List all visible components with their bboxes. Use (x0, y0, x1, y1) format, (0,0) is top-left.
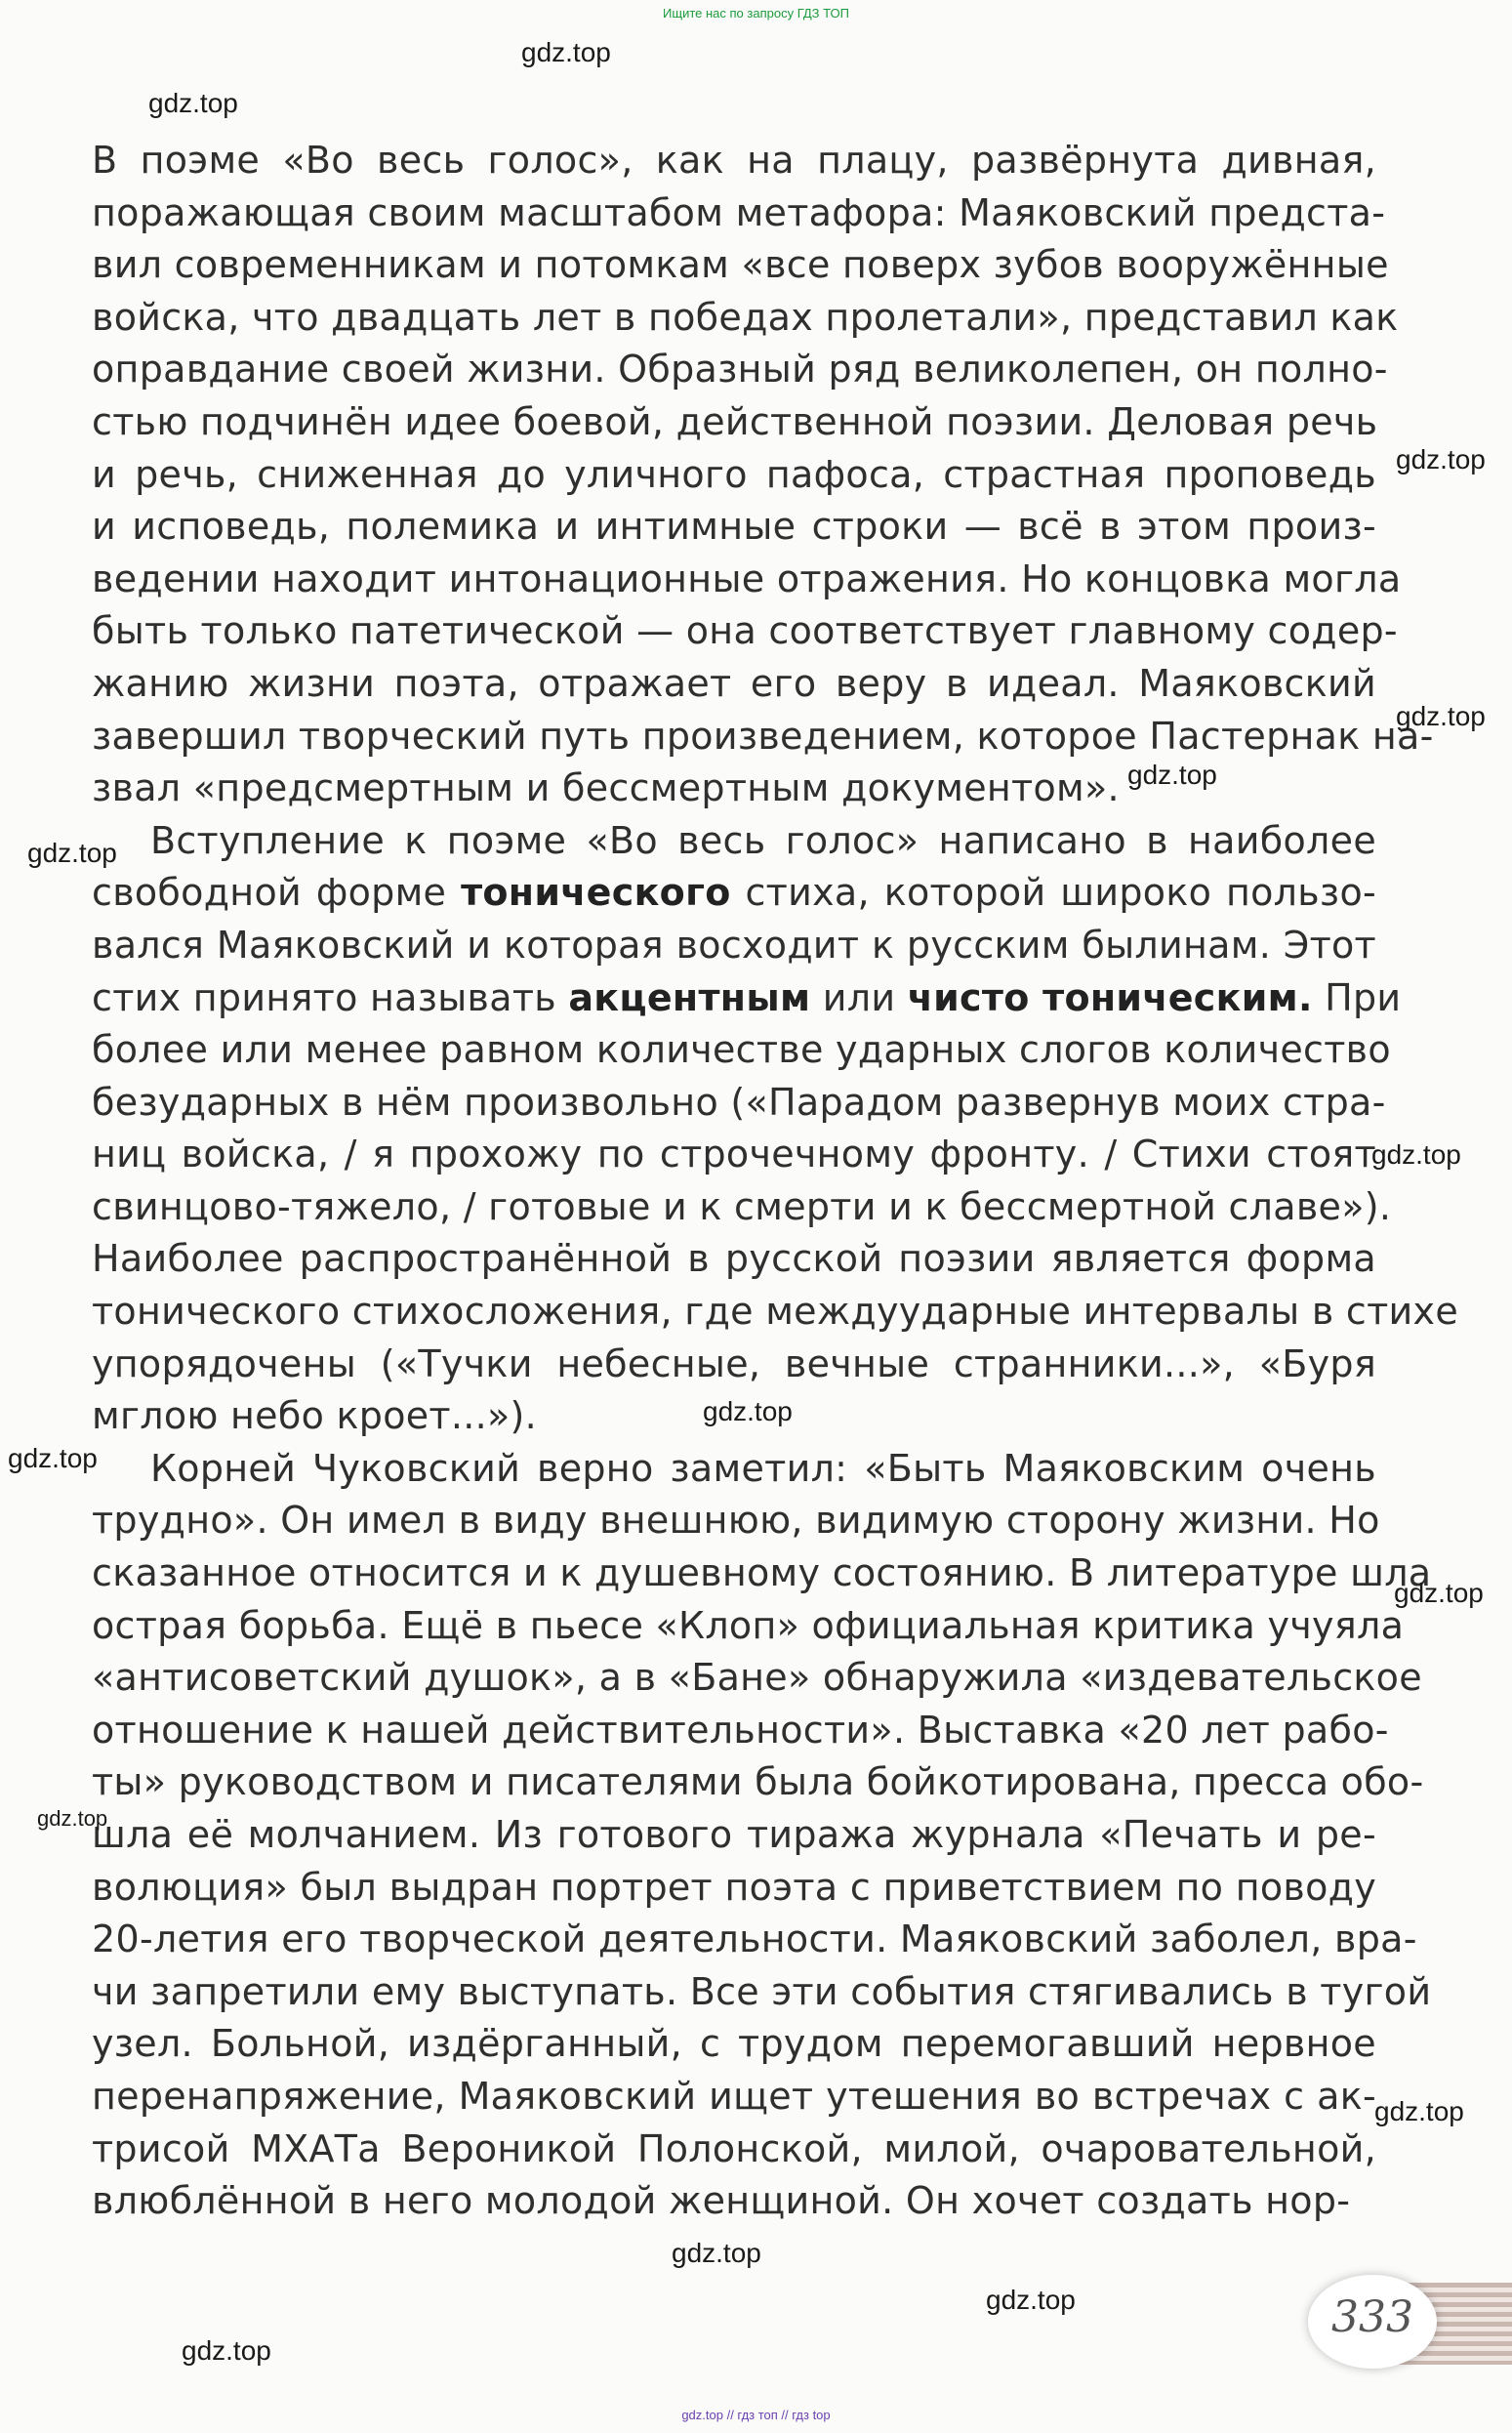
top-banner[interactable]: Ищите нас по запросу ГДЗ ТОП (663, 6, 849, 21)
text-segment: звал «предсмертным и бессмертным документом». (92, 766, 1120, 810)
text-line (92, 867, 1376, 920)
text-line (92, 187, 1386, 240)
bold-term: акцентным (568, 975, 811, 1019)
text-line (92, 658, 1376, 711)
watermark-text: gdz.top (1371, 1139, 1461, 1170)
text-line (92, 1809, 1376, 1862)
text-line (92, 1756, 1424, 1809)
watermark-text: gdz.top (1396, 444, 1486, 474)
text-segment: оправдание своей жизни. Образный ряд великолепен, он полно- (92, 348, 1388, 392)
page-number-tab (1308, 2275, 1512, 2369)
text-line (92, 2071, 1376, 2124)
text-line (92, 1129, 1376, 1181)
text-segment: «антисоветский душок», а в «Бане» обнаружила «издевательское (92, 1656, 1422, 1700)
text-line (92, 1652, 1422, 1705)
text-line (92, 501, 1376, 554)
text-segment: чи запретили ему выступать. Все эти события стягивались в тугой (92, 1969, 1432, 2013)
text-segment: Наиболее распространённой в русской поэзии является форма (92, 1237, 1376, 1281)
text-segment: и речь, сниженная до уличного пафоса, страстная проповедь (92, 452, 1376, 496)
text-segment: перенапряжение, Маяковский ищет утешения во встречах с ак- (92, 2074, 1376, 2118)
text-line (92, 396, 1376, 449)
watermark-text: gdz.top (148, 88, 238, 118)
text-line (92, 2124, 1376, 2176)
text-segment: острая борьба. Ещё в пьесе «Клоп» официальная критика учуяла (92, 1603, 1405, 1647)
watermark-text: gdz.top (8, 1443, 98, 1473)
text-segment: трудно». Он имел в виду внешнюю, видимую сторону жизни. Но (92, 1499, 1380, 1543)
text-segment: войска, что двадцать лет в победах пролетали», представил как (92, 295, 1399, 339)
text-line (92, 554, 1402, 606)
text-segment: При (1312, 975, 1402, 1019)
watermark-text: gdz.top (986, 2285, 1076, 2315)
text-segment: быть только патетической — она соответствует главному содер- (92, 609, 1398, 653)
text-line (92, 920, 1376, 972)
text-line (92, 2018, 1376, 2071)
text-line (92, 1077, 1386, 1130)
text-line (92, 1966, 1432, 2019)
text-line (92, 1286, 1459, 1339)
watermark-text: gdz.top (182, 2335, 271, 2366)
watermark-text: gdz.top (27, 838, 117, 868)
bold-term: тонического (461, 871, 731, 915)
text-segment: ты» руководством и писателями была бойкотирована, пресса обо- (92, 1760, 1424, 1804)
text-line (92, 711, 1434, 763)
text-segment: Вступление к поэме «Во весь голос» написано в наиболее (150, 818, 1376, 862)
text-line (92, 1233, 1376, 1286)
text-line (92, 135, 1376, 187)
text-line (92, 1862, 1376, 1915)
text-segment: тонического стихосложения, где междуударные интервалы в стихе (92, 1290, 1459, 1334)
text-segment: свинцово-тяжело, / готовые и к смерти и к бессмертной славе»). (92, 1184, 1392, 1228)
watermark-text: gdz.top (521, 37, 611, 67)
text-segment: стих принято называть (92, 975, 569, 1019)
watermark-text: gdz.top (37, 1806, 108, 1831)
text-segment: ведении находит интонационные отражения. Но концовка могла (92, 557, 1402, 600)
text-segment: сказанное относится и к душевному состоянию. В литературе шла (92, 1551, 1432, 1595)
watermark-text: gdz.top (1396, 701, 1486, 731)
text-segment: В поэме «Во весь голос», как на плацу, развёрнута дивная, (92, 139, 1376, 182)
text-line (92, 1547, 1432, 1600)
text-segment: завершил творческий путь произведением, которое Пастернак на- (92, 714, 1434, 758)
text-line (92, 972, 1402, 1025)
text-segment: безударных в нём произвольно («Парадом развернув моих стра- (92, 1080, 1386, 1124)
text-line (92, 1600, 1405, 1653)
watermark-text: gdz.top (1127, 760, 1217, 790)
footer-links[interactable]: gdz.top // гдз топ // гдз top (681, 2408, 831, 2422)
text-segment: отношение к нашей действительности». Выставка «20 лет рабо- (92, 1708, 1389, 1752)
page-number: 333 (1331, 2292, 1413, 2342)
text-segment: вил современникам и потомкам «все поверх зубов вооружённые (92, 243, 1389, 287)
text-segment: стиха, которой широко пользо- (730, 871, 1377, 915)
text-line (92, 1705, 1389, 1757)
text-line (92, 2175, 1376, 2228)
text-segment: шла её молчанием. Из готового тиража журнала «Печать и ре- (92, 1813, 1376, 1856)
text-segment: стью подчинён идее боевой, действенной поэзии. Деловая речь (92, 399, 1378, 443)
text-line (92, 1914, 1417, 1966)
text-line (92, 449, 1376, 502)
text-line (92, 1443, 1376, 1496)
text-line (92, 605, 1398, 658)
text-segment: Корней Чуковский верно заметил: «Быть Маяковским очень (150, 1446, 1376, 1490)
watermark-text: gdz.top (703, 1396, 793, 1426)
bold-term: чисто тоническим. (907, 975, 1313, 1019)
text-line (92, 344, 1388, 396)
text-line (92, 1339, 1376, 1391)
text-line (92, 239, 1389, 292)
text-line (92, 815, 1376, 868)
text-segment: жанию жизни поэта, отражает его веру в идеал. Маяковский (92, 661, 1376, 705)
text-segment: более или менее равном количестве ударных слогов количество (92, 1028, 1391, 1072)
text-segment: или (810, 975, 908, 1019)
watermark-text: gdz.top (1394, 1578, 1484, 1608)
text-segment: трисой МХАТа Вероникой Полонской, милой, очаровательной, (92, 2126, 1376, 2170)
text-segment: мглою небо кроет...»). (92, 1394, 538, 1438)
text-segment: и исповедь, полемика и интимные строки — всё в этом произ- (92, 505, 1376, 549)
text-segment: вался Маяковский и которая восходит к русским былинам. Этот (92, 923, 1376, 967)
text-segment: волюция» был выдран портрет поэта с приветствием по поводу (92, 1865, 1376, 1909)
text-segment: ниц войска, / я прохожу по строчечному фронту. / Стихи стоят (92, 1133, 1376, 1176)
text-segment: свободной форме (92, 871, 462, 915)
text-line (92, 1495, 1380, 1547)
text-segment: влюблённой в него молодой женщиной. Он хочет создать нор- (92, 2179, 1351, 2223)
text-segment: 20-летия его творческой деятельности. Маяковский заболел, вра- (92, 1918, 1417, 1961)
text-segment: поражающая своим масштабом метафора: Маяковский предста- (92, 190, 1386, 234)
watermark-text: gdz.top (1374, 2096, 1464, 2126)
text-line (92, 1181, 1392, 1234)
text-line (92, 1024, 1391, 1077)
text-line (92, 292, 1399, 345)
text-segment: узел. Больной, издёрганный, с трудом перемогавший нервное (92, 2022, 1376, 2066)
text-segment: упорядочены («Тучки небесные, вечные странники...», «Буря (92, 1341, 1376, 1385)
watermark-text: gdz.top (672, 2238, 761, 2268)
